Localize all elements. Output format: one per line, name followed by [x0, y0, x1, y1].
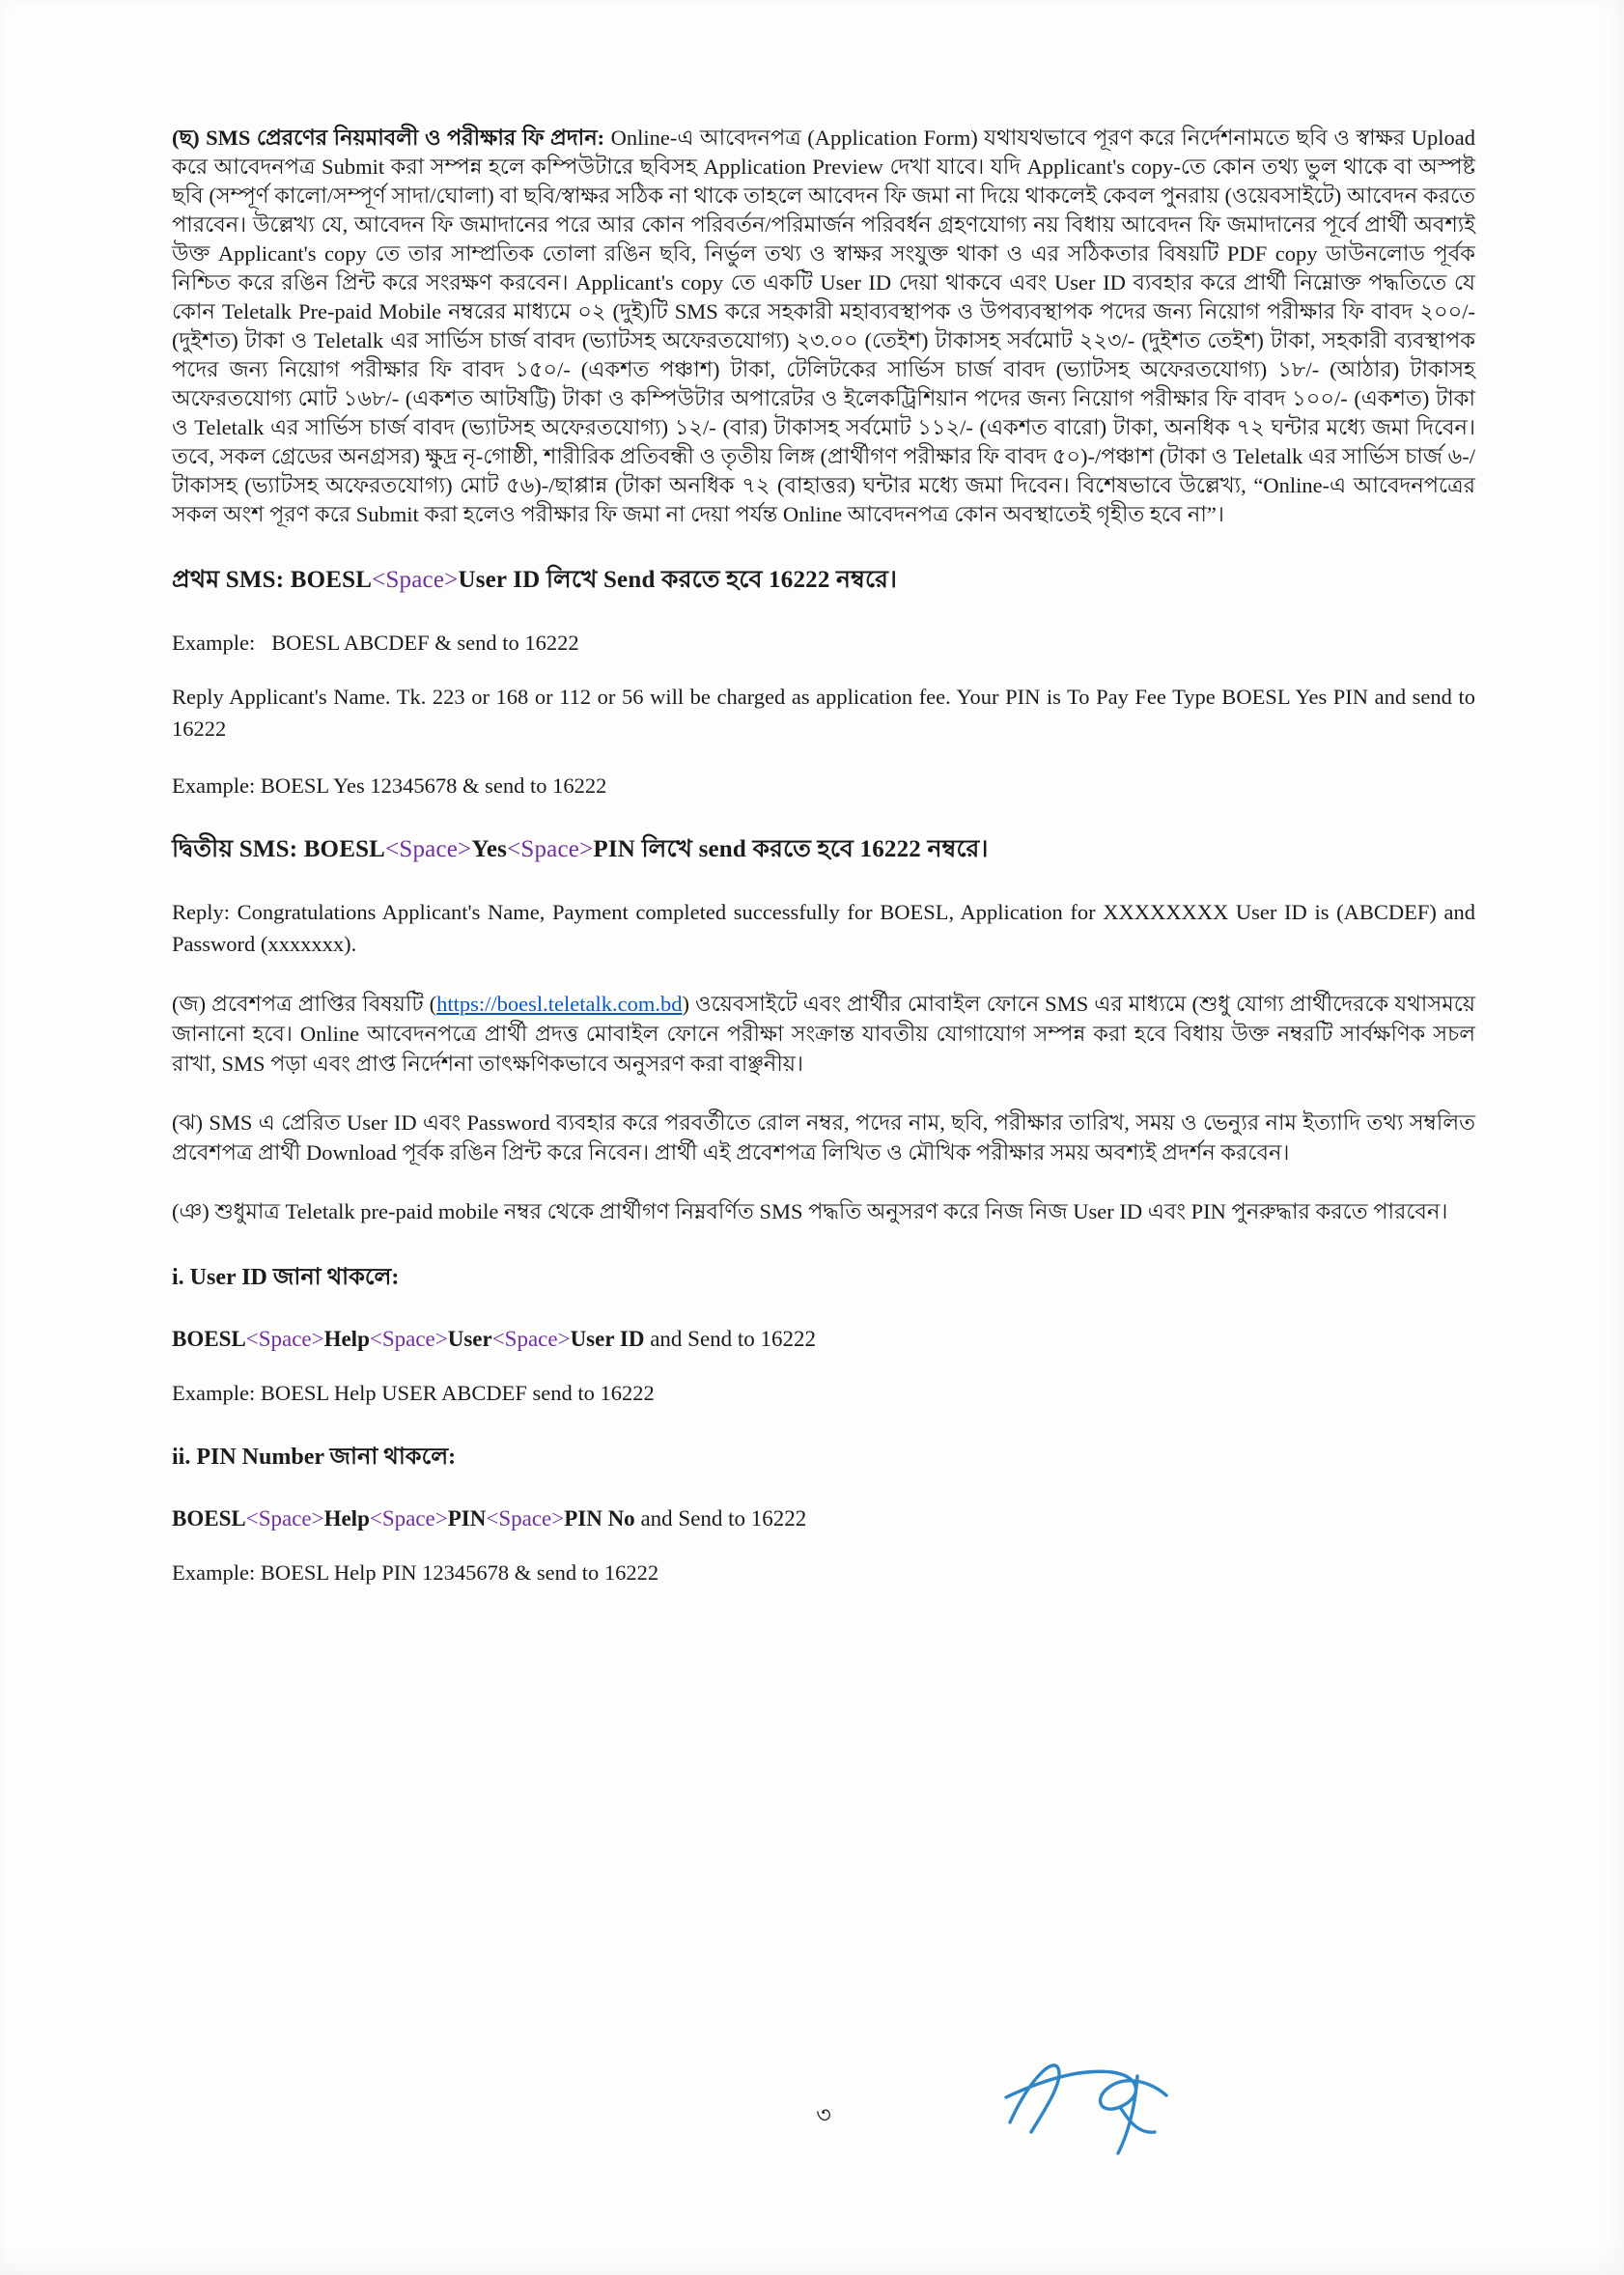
second-sms-tail: লিখে send করতে হবে 16222 নম্বরে। — [635, 836, 989, 862]
sms-keyword-pin: PIN — [593, 836, 636, 862]
reply-second-sms: Reply: Congratulations Applicant's Name, Payment completed successfully for BOESL, Application for XXXXXXXX User ID is (ABCDEF) and Password (xxxxxxx). — [172, 900, 1475, 956]
example-help-user: Example: BOESL Help USER ABCDEF send to 16222 — [172, 1381, 655, 1405]
sms-keyword-userid: User ID — [458, 567, 541, 593]
paragraph-ja — [172, 989, 1475, 1079]
sms-keyword-boesl: BOESL — [172, 1327, 246, 1351]
sms-keyword-boesl: BOESL — [303, 836, 386, 862]
paragraph-cha-label: (ছ) SMS প্রেরণের নিয়মাবলী ও পরীক্ষার ফি প্রদান: — [172, 126, 611, 150]
paragraph-ja-after-link: ) ওয়েবসাইটে এবং প্রার্থীর মোবাইল ফোনে SMS এর মাধ্যমে (শুধু যোগ্য প্রার্থীদেরকে যথাসময়ে জানানো হবে। Online আবেদনপত্রে প্রার্থী প্রদত্ত মোবাইল ফোনে পরীক্ষা সংক্রান্ত যাবতীয় যোগাযোগ সম্পন্ন করা হবে বিধায় উক্ত নম্বরটি সার্বক্ষণিক সচল রাখা, SMS পড়া এবং প্রাপ্ত নির্দেশনা তাৎক্ষণিকভাবে অনুসরণ করা বাঞ্ছনীয়। — [172, 992, 1475, 1076]
sms-keyword-boesl: BOESL — [172, 1506, 246, 1531]
first-sms-instruction — [172, 560, 1475, 602]
space-tag: <Space> — [372, 567, 459, 593]
paragraph-jha: (ঝ) SMS এ প্রেরিত User ID এবং Password ব্যবহার করে পরবর্তীতে রোল নম্বর, পদের নাম, ছবি, পরীক্ষার তারিখ, সময় ও ভেন্যুর নাম ইত্যাদি তথ্য সম্বলিত প্রবেশপত্র প্রার্থী Download পূর্বক রঙিন প্রিন্ট করে নিবেন। প্রার্থী এই প্রবেশপত্র লিখিত ও মৌখিক পরীক্ষার সময় অবশ্যই প্রদর্শন করবেন। — [172, 1110, 1475, 1165]
space-tag: <Space> — [369, 1327, 448, 1351]
first-sms-lead: প্রথম SMS: — [172, 567, 291, 593]
sms-keyword-pin-no: PIN No — [564, 1506, 635, 1531]
example-first-sms: Example: BOESL ABCDEF & send to 16222 — [172, 631, 579, 655]
sms-keyword-user: User — [447, 1327, 492, 1351]
space-tag: <Space> — [245, 1327, 324, 1351]
first-sms-tail: লিখে Send করতে হবে 16222 নম্বরে। — [540, 567, 898, 593]
paragraph-nga: (ঞ) শুধুমাত্র Teletalk pre-paid mobile নম্বর থেকে প্রার্থীগণ নিম্নবর্ণিত SMS পদ্ধতি অনুসরণ করে নিজ নিজ User ID এবং PIN পুনরুদ্ধার করতে পারবেন। — [172, 1199, 1448, 1223]
paragraph-ja-before-link: (জ) প্রবেশপত্র প্রাপ্তির বিষয়টি ( — [172, 992, 437, 1016]
space-tag: <Space> — [486, 1506, 565, 1531]
help-user-heading: i. User ID জানা থাকলে: — [172, 1265, 400, 1290]
sms-keyword-help: Help — [323, 1506, 370, 1531]
help-user-command-tail: and Send to 16222 — [644, 1327, 817, 1351]
signature — [994, 2039, 1188, 2165]
reply-first-sms: Reply Applicant's Name. Tk. 223 or 168 or 112 or 56 will be charged as application fee. Your PIN is To Pay Fee Type BOESL Yes PIN and send to 16222 — [172, 685, 1475, 741]
paragraph-cha — [172, 124, 1475, 529]
help-pin-heading: ii. PIN Number জানা থাকলে: — [172, 1445, 457, 1470]
page-number: ৩ — [816, 2103, 831, 2128]
sms-keyword-userid: User ID — [570, 1327, 645, 1351]
boesl-website-link[interactable]: https://boesl.teletalk.com.bd — [436, 992, 683, 1016]
space-tag: <Space> — [385, 836, 472, 862]
help-user-command — [172, 1327, 1475, 1352]
example-second-sms: Example: BOESL Yes 12345678 & send to 16222 — [172, 773, 607, 798]
space-tag: <Space> — [369, 1506, 448, 1531]
second-sms-lead: দ্বিতীয় SMS: — [172, 836, 304, 862]
example-help-pin: Example: BOESL Help PIN 12345678 & send to 16222 — [172, 1560, 659, 1585]
sms-keyword-boesl: BOESL — [290, 567, 373, 593]
page-content — [172, 124, 1475, 1586]
space-tag: <Space> — [507, 836, 594, 862]
second-sms-instruction — [172, 829, 1475, 871]
paragraph-cha-body: Online-এ আবেদনপত্র (Application Form) যথাযথভাবে পূরণ করে নির্দেশনামতে ছবি ও স্বাক্ষর Upload করে আবেদনপত্র Submit করা সম্পন্ন হলে কম্পিউটারে ছবিসহ Application Preview দেখা যাবে। যদি Applicant's copy-তে কোন তথ্য ভুল থাকে বা অস্পষ্ট ছবি (সম্পূর্ণ কালো/সম্পূর্ণ সাদা/ঘোলা) বা ছবি/স্বাক্ষর সঠিক না থাকে তাহলে আবেদন ফি জমা না দিয়ে থাকলেই কেবল পুনরায় (ওয়েবসাইটে) আবেদন করতে পারবেন। উল্লেখ্য যে, আবেদন ফি জমাদানের পরে আর কোন পরিবর্তন/পরিমার্জন পরিবর্ধন গ্রহণযোগ্য নয় বিধায় আবেদন ফি জমাদানের পূর্বে প্রার্থী অবশ্যই উক্ত Applicant's copy তে তার সাম্প্রতিক তোলা রঙিন ছবি, নির্ভুল তথ্য ও স্বাক্ষর সংযুক্ত থাকা ও এর সঠিকতার বিষয়টি PDF copy ডাউনলোড পূর্বক নিশ্চিত করে রঙিন প্রিন্ট করে সংরক্ষণ করবেন। Applicant's copy তে একটি User ID দেয়া থাকবে এবং User ID ব্যবহার করে প্রার্থী নিম্নোক্ত পদ্ধতিতে যে কোন Teletalk Pre-paid Mobile নম্বরের মাধ্যমে ০২ (দুই)টি SMS করে সহকারী মহাব্যবস্থাপক ও উপব্যবস্থাপক পদের জন্য নিয়োগ পরীক্ষার ফি বাবদ ২০০/- (দুইশত) টাকা ও Teletalk এর সার্ভিস চার্জ বাবদ (ভ্যাটসহ অফেরতযোগ্য) ২৩.০০ (তেইশ) টাকাসহ সর্বমোট ২২৩/- (দুইশত তেইশ) টাকা, সহকারী ব্যবস্থাপক পদের জন্য নিয়োগ পরীক্ষার ফি বাবদ ১৫০/- (একশত পঞ্চাশ) টাকা, টেলিটকের সার্ভিস চার্জ বাবদ (ভ্যাটসহ অফেরতযোগ্য) ১৮/- (আঠার) টাকাসহ অফেরতযোগ্য মোট ১৬৮/- (একশত আটষট্টি) টাকা ও কম্পিউটার অপারেটর ও ইলেকট্রিশিয়ান পদের জন্য নিয়োগ পরীক্ষার ফি বাবদ ১০০/- (একশত) টাকা ও Teletalk এর সার্ভিস চার্জ বাবদ (ভ্যাটসহ অফেরতযোগ্য) ১২/- (বার) টাকাসহ সর্বমোট ১১২/- (একশত বারো) টাকা, অনধিক ৭২ ঘন্টার মধ্যে জমা দিবেন। তবে, সকল গ্রেডের অনগ্রসর) ক্ষুদ্র নৃ-গোষ্ঠী, শারীরিক প্রতিবন্ধী ও তৃতীয় লিঙ্গ (প্রার্থীগণ পরীক্ষার ফি বাবদ ৫০)-/পঞ্চাশ (টাকা ও Teletalk এর সার্ভিস চার্জ ৬-/টাকাসহ (ভ্যাটসহ অফেরতযোগ্য) মোট ৫৬)-/ছাপ্পান্ন (টাকা অনধিক ৭২ (বাহাত্তর) ঘন্টার মধ্যে জমা দিবেন। বিশেষভাবে উল্লেখ্য, “Online-এ আবেদনপত্রের সকল অংশ পূরণ করে Submit করা হলেও পরীক্ষার ফি জমা না দেয়া পর্যন্ত Online আবেদনপত্র কোন অবস্থাতেই গৃহীত হবে না”। — [172, 126, 1475, 526]
help-pin-command-tail: and Send to 16222 — [634, 1506, 807, 1531]
sms-keyword-yes: Yes — [471, 836, 508, 862]
sms-keyword-pin: PIN — [447, 1506, 487, 1531]
space-tag: <Space> — [245, 1506, 324, 1531]
sms-keyword-help: Help — [323, 1327, 370, 1351]
space-tag: <Space> — [491, 1327, 571, 1351]
help-pin-command — [172, 1506, 1475, 1531]
